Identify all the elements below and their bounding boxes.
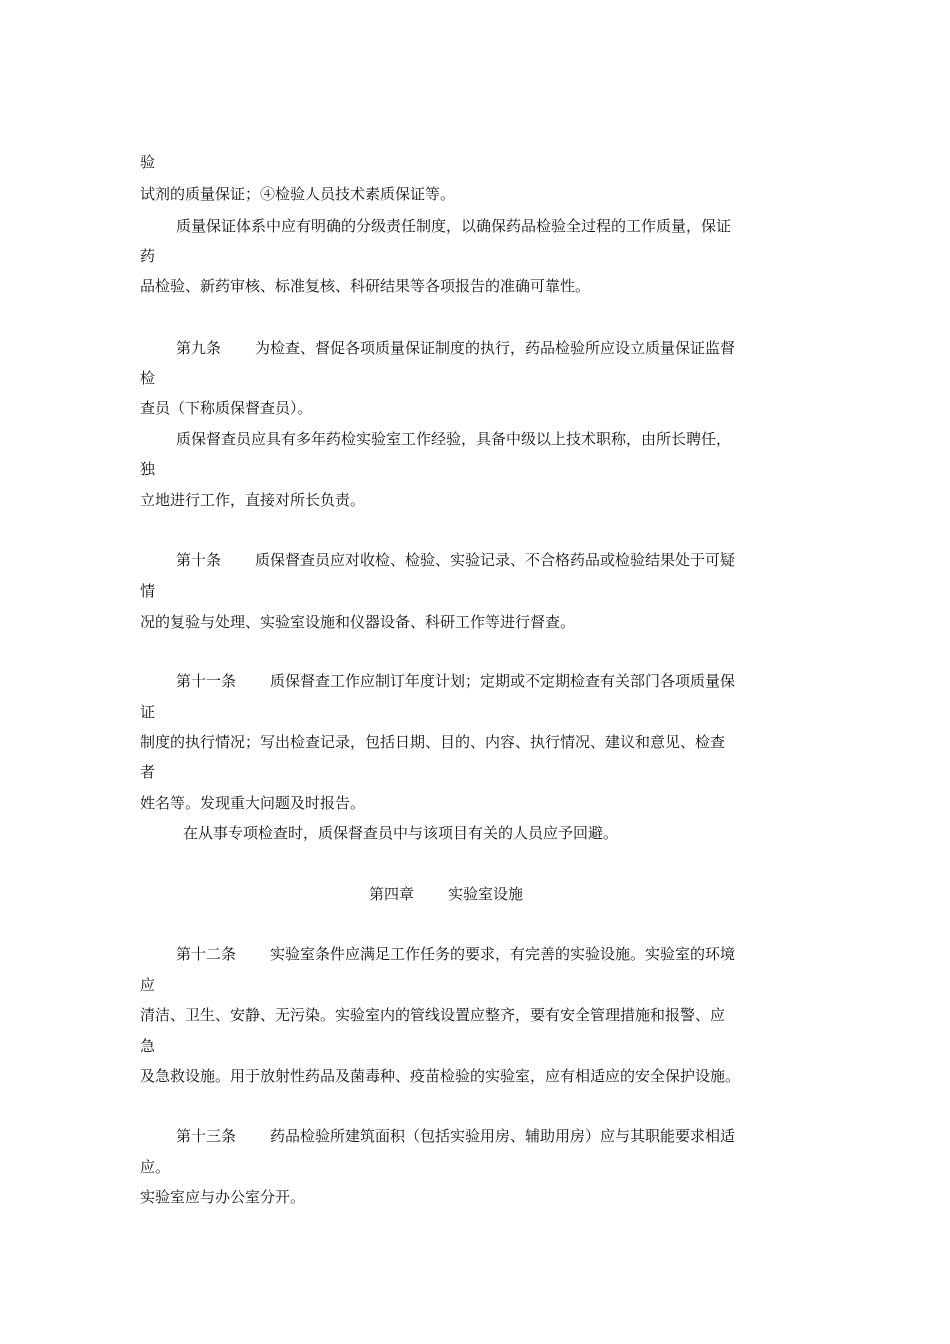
text-line: 查员（下称质保督查员）。 [140, 399, 313, 417]
article-label: 第十三条 [176, 1127, 237, 1145]
text-line: 质量保证体系中应有明确的分级责任制度，以确保药品检验全过程的工作质量，保证 [176, 217, 732, 235]
text-line: 应 [140, 976, 156, 994]
text-line: 检 [140, 369, 156, 387]
article-13 [176, 1126, 735, 1146]
article-text: 实验室条件应满足工作任务的要求，有完善的实验设施。实验室的环境 [270, 945, 736, 963]
text-line: 独 [140, 460, 156, 478]
article-12 [176, 944, 735, 964]
article-label: 第九条 [176, 339, 222, 357]
text-line: 证 [140, 703, 156, 721]
text-line: 药 [140, 247, 156, 265]
article-11 [176, 671, 735, 691]
text-line: 况的复验与处理、实验室设施和仪器设备、科研工作等进行督查。 [140, 613, 576, 631]
text-line: 试剂的质量保证；④检验人员技术素质保证等。 [140, 185, 456, 203]
text-line: 实验室应与办公室分开。 [140, 1188, 306, 1206]
article-text: 为检查、督促各项质量保证制度的执行，药品检验所应设立质量保证监督 [255, 339, 736, 357]
article-9 [176, 338, 735, 358]
text-line: 制度的执行情况；写出检查记录，包括日期、目的、内容、执行情况、建议和意见、检查 [140, 733, 726, 751]
chapter-label: 第四章 [369, 885, 415, 903]
article-10 [176, 550, 735, 570]
article-label: 第十条 [176, 551, 222, 569]
article-label: 第十二条 [176, 945, 237, 963]
article-text: 质保督查员应对收检、检验、实验记录、不合格药品或检验结果处于可疑 [255, 551, 736, 569]
text-line: 者 [140, 763, 156, 781]
text-line: 及急救设施。用于放射性药品及菌毒种、疫苗检验的实验室，应有相适应的安全保护设施。 [140, 1067, 741, 1085]
text-line: 姓名等。发现重大问题及时报告。 [140, 794, 366, 812]
article-text: 质保督查工作应制订年度计划；定期或不定期检查有关部门各项质量保 [270, 672, 736, 690]
text-line: 清洁、卫生、安静、无污染。实验室内的管线设置应整齐，要有安全管理措施和报警、应 [140, 1006, 726, 1024]
text-line: 急 [140, 1037, 156, 1055]
text-line: 情 [140, 582, 156, 600]
text-line: 立地进行工作，直接对所长负责。 [140, 491, 366, 509]
article-label: 第十一条 [176, 672, 237, 690]
text-line: 质保督查员应具有多年药检实验室工作经验，具备中级以上技术职称，由所长聘任， [176, 430, 732, 448]
text-line: 品检验、新药审核、标准复核、科研结果等各项报告的准确可靠性。 [140, 277, 591, 295]
text-line: 应。 [140, 1158, 171, 1176]
text-line: 在从事专项检查时，质保督查员中与该项目有关的人员应予回避。 [183, 824, 619, 842]
chapter-title: 实验室设施 [448, 885, 524, 903]
text-line: 验 [140, 153, 156, 171]
article-text: 药品检验所建筑面积（包括实验用房、辅助用房）应与其职能要求相适 [270, 1127, 736, 1145]
chapter-heading [369, 884, 523, 904]
